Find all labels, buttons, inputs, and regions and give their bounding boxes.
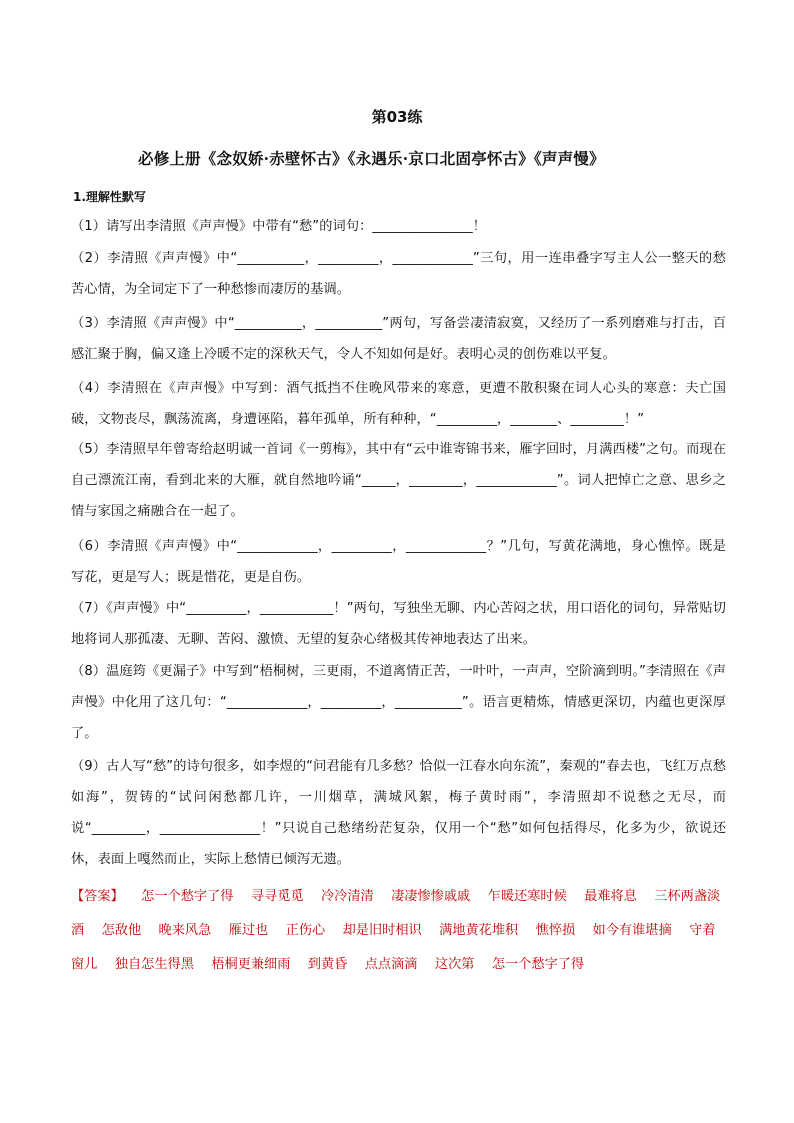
section-heading: 1.理解性默写 <box>73 190 146 204</box>
answer-item: 晚来风急 <box>145 923 212 938</box>
answer-item: 这次第 <box>421 957 475 972</box>
question-7: （7）《声声慢》中“_________，___________！”两句，写独坐无聊、内心苦闷之状，用口语化的词句，异常贴切地将词人那孤凄、无聊、苦闷、激愤、无望的复杂心绪极其传神地表达了出来。 <box>71 601 726 647</box>
answer-item: 梧桐更兼细雨 <box>198 957 291 972</box>
answer-item: 满地黄花堆积 <box>425 923 519 938</box>
answer-item: 却是旧时相识 <box>329 923 422 938</box>
answer-block <box>71 880 726 982</box>
answer-item: 点点滴滴 <box>351 957 418 972</box>
answer-item: 正伤心 <box>272 923 326 938</box>
answer-item: 独自怎生得黑 <box>101 957 194 972</box>
question-2: （2）李清照《声声慢》中“__________，_________，____________”三句，用一连串叠字写主人公一整天的愁苦心情，为全词定下了一种愁惨而凄厉的基调。 <box>71 251 726 297</box>
answer-item: 乍暖还寒时候 <box>474 889 567 904</box>
question-3: （3）李清照《声声慢》中“__________，__________”两句，写备尝凄清寂寞，又经历了一系列磨难与打击，百感汇聚于胸，偏又逢上冷暖不定的深秋天气，令人不知如何是好。表明心灵的创伤难以平复。 <box>71 316 726 362</box>
answer-item: 如今有谁堪摘 <box>579 923 672 938</box>
question-6: （6）李清照《声声慢》中“____________，_________，____________？”几句，写黄花满地，身心憔悴。既是写花，更是写人；既是惜花，更是自伤。 <box>71 539 726 585</box>
question-1: （1）请写出李清照《声声慢》中带有“愁”的词句：_______________！ <box>71 219 487 234</box>
answer-item: 怎一个愁字了得 <box>127 889 234 904</box>
question-8: （8）温庭筠《更漏子》中写到“梧桐树，三更雨，不道离情正苦，一叶叶，一声声，空阶滴到明。”李清照在《声声慢》中化用了这几句：“____________，_________，__________”。语言更精炼，情感更深切，内蕴也更深厚了。 <box>71 664 726 741</box>
answer-item: 最难将息 <box>570 889 637 904</box>
question-9: （9）古人写“愁”的诗句很多，如李煜的“问君能有几多愁？恰似一江春水向东流”，秦观的“春去也，飞红万点愁如海”，贺铸的“试问闲愁都几许，一川烟草，满城风絮，梅子黄时雨”，李清照却不说愁之无尽，而说“________，_______________！”只说自己愁绪纷茫复杂，仅用一个“愁”如何包括得尽，化多为少，欲说还休，表面上嘎然而止，实际上愁情已倾泻无遗。 <box>71 759 726 867</box>
answer-item: 雁过也 <box>215 923 269 938</box>
answer-item: 怎敌他 <box>88 923 142 938</box>
page-title: 第03练 <box>371 108 423 126</box>
question-5: （5）李清照早年曾寄给赵明诚一首词《一剪梅》，其中有“云中谁寄锦书来，雁字回时，月满西楼”之句。而现在自己漂流江南，看到北来的大雁，就自然地吟诵“_____，________，____________”。词人把悼亡之意、思乡之情与家国之痛融合在一起了。 <box>71 442 726 519</box>
answer-item: 憔悴损 <box>522 923 576 938</box>
answer-items <box>71 889 720 972</box>
answer-item: 到黄昏 <box>294 957 348 972</box>
answer-item: 冷冷清清 <box>307 889 374 904</box>
question-4: （4）李清照在《声声慢》中写到：酒气抵挡不住晚风带来的寒意，更遭不散积聚在词人心头的寒意：夫亡国破，文物丧尽，飘荡流离，身遭诬陷，暮年孤单，所有种种，“_________，_______、________！” <box>71 381 726 427</box>
answer-item: 寻寻觅觅 <box>237 889 304 904</box>
answer-item: 怎一个愁字了得 <box>478 957 585 972</box>
answer-label: 【答案】 <box>71 889 124 904</box>
answer-item: 凄凄惨惨戚戚 <box>377 889 471 904</box>
answer-item: 守着窗儿 <box>71 923 716 972</box>
answer-item: 三杯两盏淡酒 <box>71 889 721 938</box>
page-subtitle: 必修上册《念奴娇·赤壁怀古》《永遇乐·京口北固亭怀古》《声声慢》 <box>138 149 605 168</box>
